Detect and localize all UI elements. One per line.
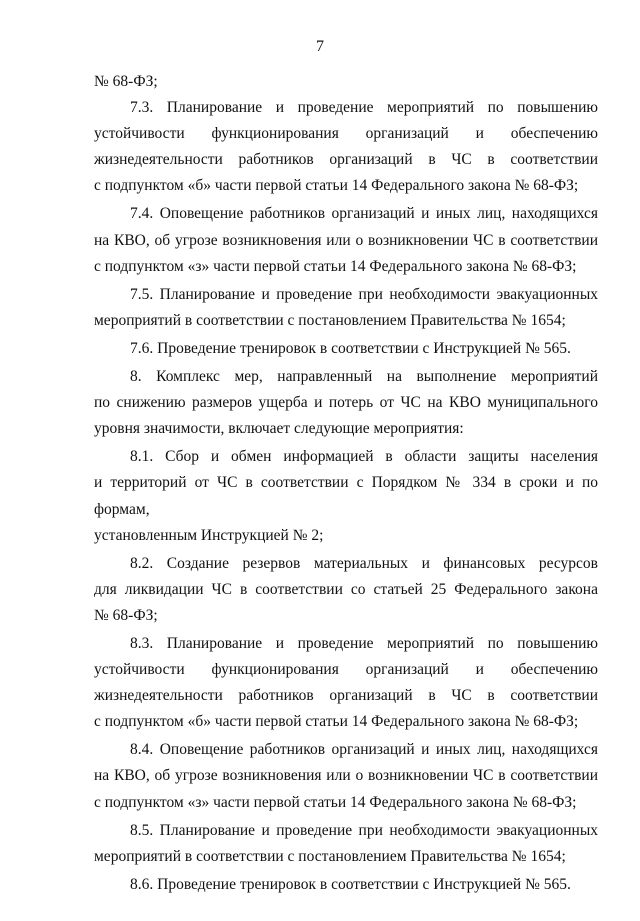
text-line: 7.4. Оповещение работников организаций и иных лиц, находящихся bbox=[130, 205, 598, 223]
text-line: № 68-ФЗ; bbox=[94, 606, 158, 624]
text-line: 8.3. Планирование и проведение мероприятий по повышению bbox=[130, 634, 598, 652]
text-line: мероприятий в соответствии с постановлением Правительства № 1654; bbox=[94, 847, 566, 865]
paragraph bbox=[94, 872, 598, 898]
text-line: установленным Инструкцией № 2; bbox=[94, 526, 324, 544]
paragraph bbox=[94, 336, 598, 362]
paragraph bbox=[94, 282, 598, 334]
text-line: 7.6. Проведение тренировок в соответствии с Инструкцией № 565. bbox=[130, 339, 571, 357]
text-line: на КВО, об угрозе возникновения или о возникновении ЧС в соответствии bbox=[94, 767, 598, 785]
paragraph bbox=[94, 444, 598, 548]
text-line: 8. Комплекс мер, направленный на выполнение мероприятий bbox=[130, 368, 598, 386]
paragraph bbox=[94, 818, 598, 870]
text-line: 8.2. Создание резервов материальных и финансовых ресурсов bbox=[130, 554, 598, 572]
text-line: устойчивости функционирования организаций и обеспечению bbox=[94, 125, 598, 143]
text-line: жизнедеятельности работников организаций в ЧС в соответствии bbox=[94, 687, 598, 705]
text-line: № 68-ФЗ; bbox=[94, 73, 158, 90]
text-line: и территорий от ЧС в соответствии с Порядком № 334 в сроки и по формам, bbox=[94, 474, 598, 518]
text-line: с подпунктом «з» части первой статьи 14 Федерального закона № 68-ФЗ; bbox=[94, 257, 577, 275]
text-line: уровня значимости, включает следующие мероприятия: bbox=[94, 420, 464, 438]
text-line: 8.4. Оповещение работников организаций и иных лиц, находящихся bbox=[130, 741, 598, 759]
text-line: с подпунктом «з» части первой статьи 14 Федерального закона № 68-ФЗ; bbox=[94, 793, 577, 811]
text-line: мероприятий в соответствии с постановлением Правительства № 1654; bbox=[94, 311, 566, 329]
text-line: 7.5. Планирование и проведение при необходимости эвакуационных bbox=[130, 285, 598, 303]
document-body bbox=[94, 69, 598, 898]
text-line: с подпунктом «б» части первой статьи 14 Федерального закона № 68-ФЗ; bbox=[94, 713, 579, 731]
text-line: по снижению размеров ущерба и потерь от ЧС на КВО муниципального bbox=[94, 394, 598, 412]
paragraph bbox=[94, 631, 598, 735]
text-line: жизнедеятельности работников организаций в ЧС в соответствии bbox=[94, 151, 598, 169]
paragraph bbox=[94, 201, 598, 279]
paragraph bbox=[94, 551, 598, 629]
paragraph bbox=[94, 737, 598, 815]
paragraph bbox=[94, 364, 598, 442]
text-line: с подпунктом «б» части первой статьи 14 Федерального закона № 68-ФЗ; bbox=[94, 177, 579, 195]
text-line: устойчивости функционирования организаций и обеспечению bbox=[94, 661, 598, 679]
text-line: 8.1. Сбор и обмен информацией в области защиты населения bbox=[130, 448, 598, 466]
text-line: 8.5. Планирование и проведение при необходимости эвакуационных bbox=[130, 821, 598, 839]
text-line: 8.6. Проведение тренировок в соответствии с Инструкцией № 565. bbox=[130, 875, 571, 893]
text-line: на КВО, об угрозе возникновения или о возникновении ЧС в соответствии bbox=[94, 231, 598, 249]
paragraph bbox=[94, 95, 598, 199]
page-number: 7 bbox=[316, 38, 324, 55]
text-line: 7.3. Планирование и проведение мероприятий по повышению bbox=[130, 99, 598, 117]
text-line: для ликвидации ЧС в соответствии со статьей 25 Федерального закона bbox=[94, 580, 598, 598]
paragraph bbox=[94, 69, 598, 95]
